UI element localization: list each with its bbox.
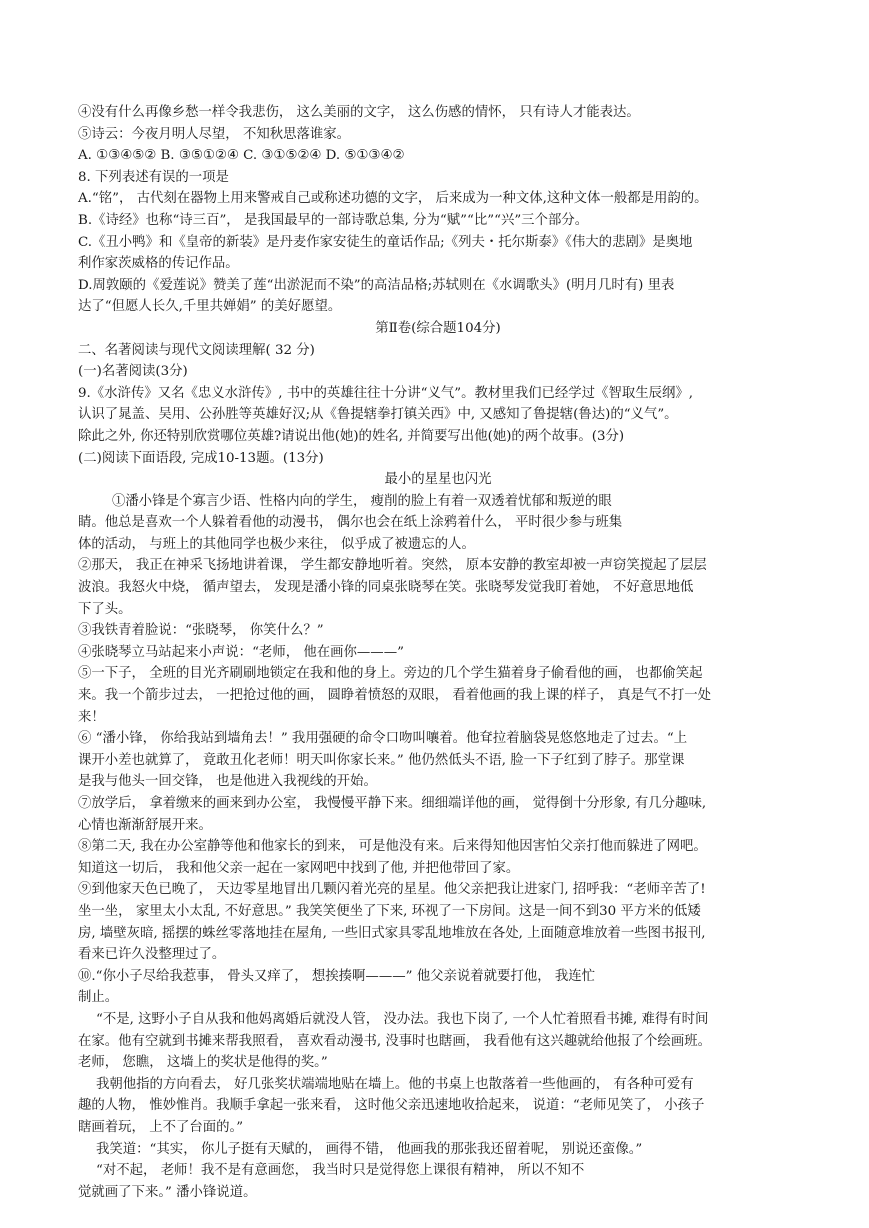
paragraph-line: 我笑道：“其实， 你儿子挺有天赋的， 画得不错， 他画我的那张我还留着呢， 别说还蛮像。” [96, 1141, 643, 1157]
paragraph-line: 心情也渐渐舒展开来。 [78, 817, 212, 833]
paragraph-line: 瞎画着玩， 上不了台面的。” [78, 1119, 244, 1135]
paragraph-line: 睛。他总是喜欢一个人躲着看他的动漫书， 偶尔也会在纸上涂鸦着什么， 平时很少参与班集 [78, 515, 623, 531]
paragraph-line: 制止。 [78, 990, 119, 1006]
subsection-heading: (二)阅读下面语段, 完成10-13题。(13分) [78, 450, 324, 466]
option-b: B.《诗经》也称“诗三百”， 是我国最早的一部诗歌总集, 分为“赋”“比”“兴”三个部分。 [78, 212, 589, 228]
question-9: 9.《水浒传》又名《忠义水浒传》, 书中的英雄往往十分讲“义气”。教材里我们已经学过《智取生辰纲》, [78, 385, 694, 401]
option-c: C.《丑小鸭》和《皇帝的新装》是丹麦作家安徒生的童话作品;《列夫・托尔斯泰》《伟大的悲剧》是奥地 [78, 234, 693, 250]
paragraph-line: 坐一坐， 家里太小太乱, 不好意思。” 我笑笑便坐了下来, 环视了一下房间。这是一间不到30 平方米的低矮 [78, 903, 701, 919]
section-title: 第Ⅱ卷(综合题104分) [375, 320, 501, 336]
paragraph-line: 是我与他头一回交锋， 也是他进入我视线的开始。 [78, 774, 377, 790]
option-a: A.“铭”， 古代刻在器物上用来警戒自己或称述功德的文字， 后来成为一种文体,这种文体一般都是用韵的。 [78, 191, 708, 207]
paragraph-line: 在家。他有空就到书摊来帮我照看， 喜欢看动漫书, 没事时也瞎画， 我看他有这兴趣就给他报了个绘画班。 [78, 1033, 711, 1049]
paragraph-line: 体的活动， 与班上的其他同学也极少来往， 似乎成了被遗忘的人。 [78, 536, 475, 552]
paragraph-line: ⑨到他家天色已晚了， 天边零星地冒出几颗闪着光亮的星星。他父亲把我让进家门, 招呼我：“老师辛苦了! [78, 882, 706, 898]
paragraph-line: ⑧第二天, 我在办公室静等他和他家长的到来， 可是他没有来。后来得知他因害怕父亲打他而躲进了网吧。 [78, 839, 707, 855]
paragraph-line: ⑥ “潘小锋， 你给我站到墙角去！” 我用强硬的命令口吻叫嚷着。他耷拉着脑袋晃悠悠地走了过去。“上 [78, 731, 688, 747]
paragraph-line: 老师， 您瞧， 这墙上的奖状是他得的奖。” [78, 1055, 328, 1071]
paragraph-line: 下了头。 [78, 601, 132, 617]
question-9-cont: 除此之外, 你还特别欣赏哪位英雄?请说出他(她)的姓名, 并简要写出他(她)的两个故事。(3分) [78, 428, 625, 444]
text-line: ④没有什么再像乡愁一样令我悲伤， 这么美丽的文字， 这么伤感的情怀， 只有诗人才能表达。 [78, 105, 640, 120]
paragraph-line: 我朝他指的方向看去， 好几张奖状端端地贴在墙上。他的书桌上也散落着一些他画的， 有各种可爱有 [96, 1076, 694, 1092]
paragraph-line: ①潘小锋是个寡言少语、性格内向的学生， 瘦削的脸上有着一双透着忧郁和叛逆的眼 [112, 493, 612, 509]
paragraph-line: 觉就画了下来。” 潘小锋说道。 [78, 1184, 257, 1200]
section-heading: 二、名著阅读与现代文阅读理解( 32 分) [78, 342, 315, 358]
paragraph-line: ②那天， 我正在神采飞扬地讲着课， 学生都安静地听着。突然， 原本安静的教室却被一声窃笑搅起了层层 [78, 558, 707, 574]
question-8: 8. 下列表述有误的一项是 [78, 169, 229, 185]
paragraph-line: 来。我一个箭步过去， 一把抢过他的画， 圆睁着愤怒的双眼， 看着他画的我上课的样子， 真是气不打一处 [78, 688, 711, 704]
paragraph-line: 课开小差也就算了， 竟敢丑化老师！明天叫你家长来。” 他仍然低头不语, 脸一下子红到了脖子。那堂课 [78, 752, 685, 768]
paragraph-line: 来！ [78, 709, 105, 725]
paragraph-line: ⑤一下子， 全班的目光齐刷刷地锁定在我和他的身上。旁边的几个学生猫着身子偷看他的画， 也都偷笑起 [78, 666, 703, 682]
paragraph-line: 趣的人物， 惟妙惟肖。我顺手拿起一张来看， 这时他父亲迅速地收拾起来， 说道：“老师见笑了， 小孩子 [78, 1098, 705, 1114]
document-page [78, 102, 798, 1203]
paragraph-line: “对不起， 老师！我不是有意画您， 我当时只是觉得您上课很有精神， 所以不知不 [96, 1163, 585, 1179]
paragraph-line: 看来已许久没整理过了。 [78, 947, 226, 963]
paragraph-line: ⑦放学后， 拿着缴来的画来到办公室， 我慢慢平静下来。细细端详他的画， 觉得倒十分形象, 有几分趣味, [78, 796, 707, 811]
paragraph-line: “不是, 这野小子自从我和他妈离婚后就没人管， 没办法。我也下岗了, 一个人忙着照看书摊, 难得有时间 [96, 1011, 709, 1027]
question-9-cont: 认识了晁盖、吴用、公孙胜等英雄好汉;从《鲁提辖拳打镇关西》中, 又感知了鲁提辖(鲁达)的“义气”。 [78, 407, 678, 423]
paragraph-line: 波浪。我怒火中烧， 循声望去， 发现是潘小锋的同桌张晓琴在笑。张晓琴发觉我盯着她， 不好意思地低 [78, 580, 694, 596]
article-title: 最小的星星也闪光 [384, 472, 492, 488]
paragraph-line: 知道这一切后， 我和他父亲一起在一家网吧中找到了他, 并把他带回了家。 [78, 860, 520, 876]
option-c-cont: 利作家茨威格的传记作品。 [78, 256, 239, 272]
option-d: D.周敦颐的《爱莲说》赞美了莲“出淤泥而不染”的高洁品格;苏轼则在《水调歌头》(明月几时有) 里表 [78, 277, 675, 293]
text-line: ⑤诗云：今夜月明人尽望， 不知秋思落谁家。 [78, 126, 351, 142]
answer-options: A. ①③④⑤② B. ③⑤①②④ C. ③①⑤②④ D. ⑤①③④② [78, 148, 405, 164]
paragraph-line: ⑩.“你小子尽给我惹事， 骨头又痒了， 想挨揍啊———” 他父亲说着就要打他， 我连忙 [78, 968, 596, 984]
option-d-cont: 达了“但愿人长久,千里共婵娟” 的美好愿望。 [78, 299, 342, 315]
paragraph-line: ③我铁青着脸说：“张晓琴， 你笑什么？” [78, 623, 324, 639]
paragraph-line: ④张晓琴立马站起来小声说：“老师， 他在画你———” [78, 644, 404, 660]
subsection-heading: (一)名著阅读(3分) [78, 364, 188, 380]
paragraph-line: 房, 墙壁灰暗, 摇摆的蛛丝零落地挂在屋角, 一些旧式家具零乱地堆放在各处, 上面随意堆放着一些图书报刊, [78, 925, 706, 941]
